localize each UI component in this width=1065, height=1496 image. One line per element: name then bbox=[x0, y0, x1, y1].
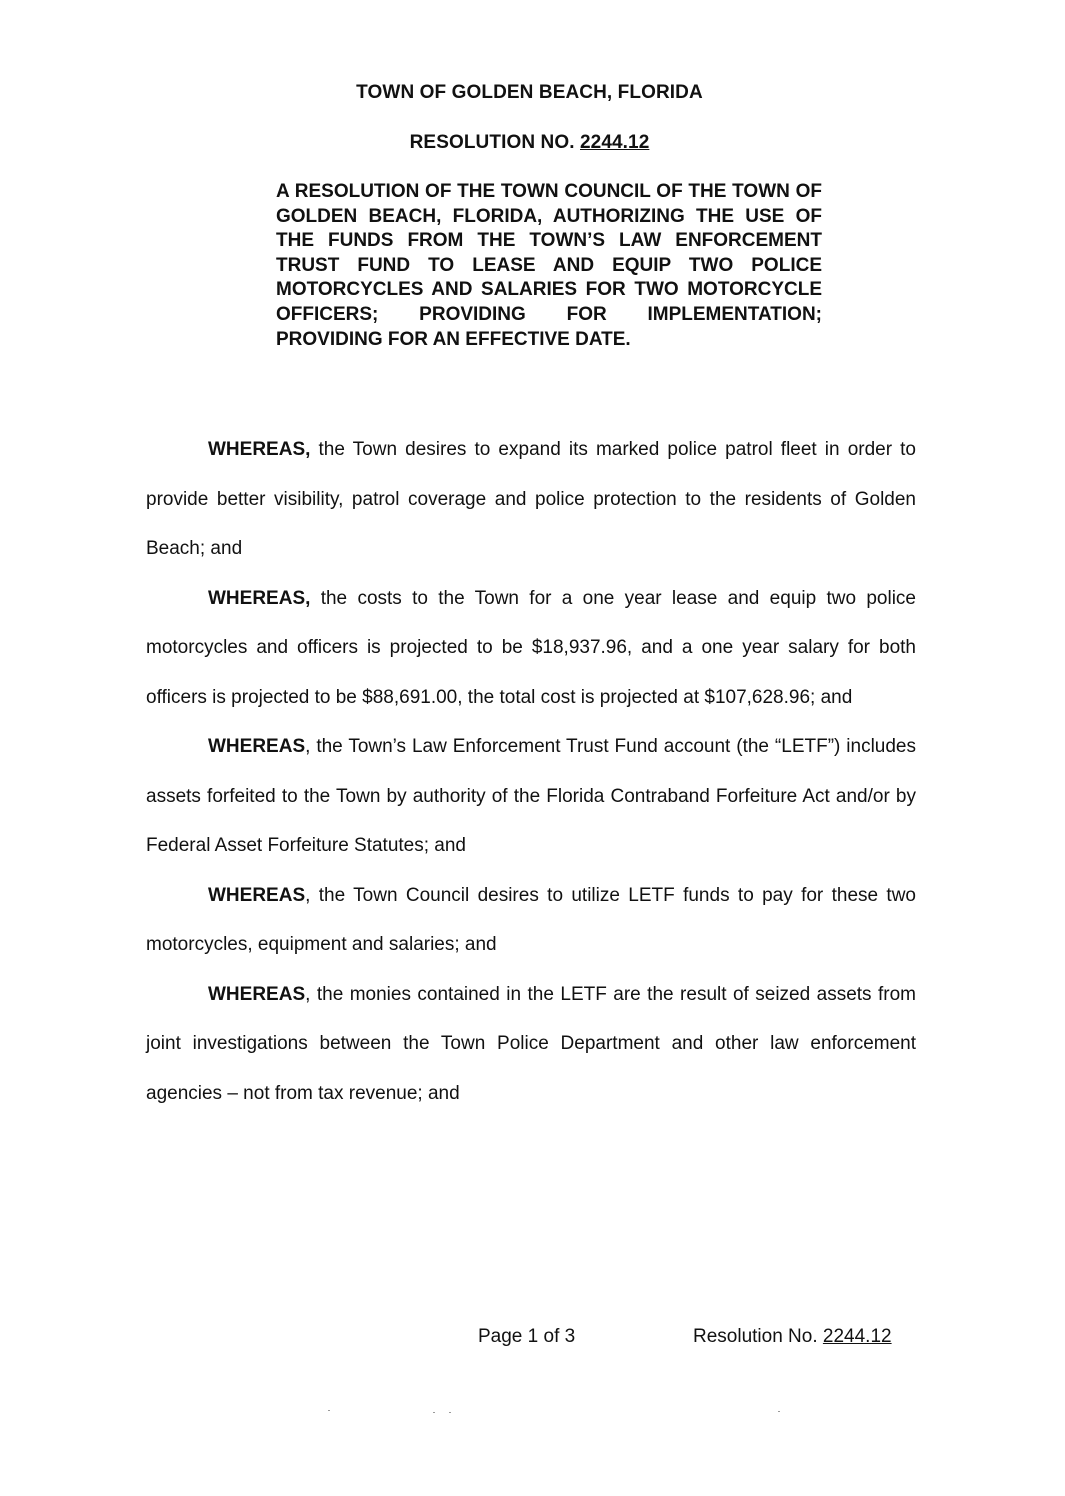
scan-speck bbox=[328, 1410, 330, 1411]
page-number: Page 1 of 3 bbox=[478, 1326, 576, 1347]
whereas-clauses bbox=[146, 425, 916, 1118]
town-name: TOWN OF GOLDEN BEACH, FLORIDA bbox=[356, 82, 703, 103]
whereas-keyword: WHEREAS, bbox=[208, 587, 311, 609]
whereas-text: , the Town Council desires to utilize LETF funds to pay for these two motorcycles, equipment and salaries; and bbox=[146, 884, 916, 955]
whereas-clause bbox=[146, 722, 916, 871]
scan-specks bbox=[0, 1410, 1065, 1416]
footer-resolution-prefix: Resolution No. bbox=[693, 1326, 818, 1347]
scan-speck bbox=[778, 1411, 780, 1412]
scan-speck bbox=[449, 1412, 451, 1413]
whereas-text: the Town desires to expand its marked police patrol fleet in order to provide better visibility, patrol coverage and police protection to the residents of Golden Beach; and bbox=[146, 439, 916, 559]
whereas-clause bbox=[146, 425, 916, 574]
footer-resolution bbox=[693, 1326, 892, 1348]
whereas-keyword: WHEREAS bbox=[208, 884, 306, 906]
whereas-keyword: WHEREAS bbox=[208, 736, 306, 757]
resolution-caption: A RESOLUTION OF THE TOWN COUNCIL OF THE TOWN OF GOLDEN BEACH, FLORIDA, AUTHORIZING THE USE OF THE FUNDS FROM THE TOWN’S LAW ENFORCEMENT TRUST FUND TO LEASE AND EQUIP TWO POLICE MOTORCYCLES AND SALARIES FOR TWO MOTORCYCLE OFFICERS; PROVIDING FOR IMPLEMENTATION; PROVIDING FOR AN EFFECTIVE DATE. bbox=[276, 181, 822, 350]
whereas-clause bbox=[146, 970, 916, 1119]
scan-speck bbox=[433, 1412, 435, 1413]
whereas-clause bbox=[146, 871, 916, 970]
whereas-keyword: WHEREAS bbox=[208, 983, 306, 1005]
whereas-keyword: WHEREAS, bbox=[208, 439, 311, 460]
resolution-number: 2244.12 bbox=[580, 132, 650, 153]
footer-resolution-number: 2244.12 bbox=[822, 1326, 892, 1347]
whereas-clause bbox=[146, 574, 916, 723]
resolution-heading bbox=[0, 132, 1062, 154]
whereas-text: , the Town’s Law Enforcement Trust Fund account (the “LETF”) includes assets forfeited to the Town by authority of the Florida Contraband Forfeiture Act and/or by Federal Asset Forfeiture Statutes; and bbox=[146, 736, 916, 856]
whereas-text: , the monies contained in the LETF are the result of seized assets from joint investigations between the Town Police Department and other law enforcement agencies – not from tax revenue; and bbox=[146, 983, 916, 1104]
town-heading bbox=[0, 82, 1062, 104]
whereas-text: the costs to the Town for a one year lease and equip two police motorcycles and officers is projected to be $18,937.96, and a one year salary for both officers is projected to be $88,691.00, the total cost is projected at $107,628.96; and bbox=[146, 587, 916, 708]
resolution-prefix: RESOLUTION NO. bbox=[409, 132, 575, 153]
